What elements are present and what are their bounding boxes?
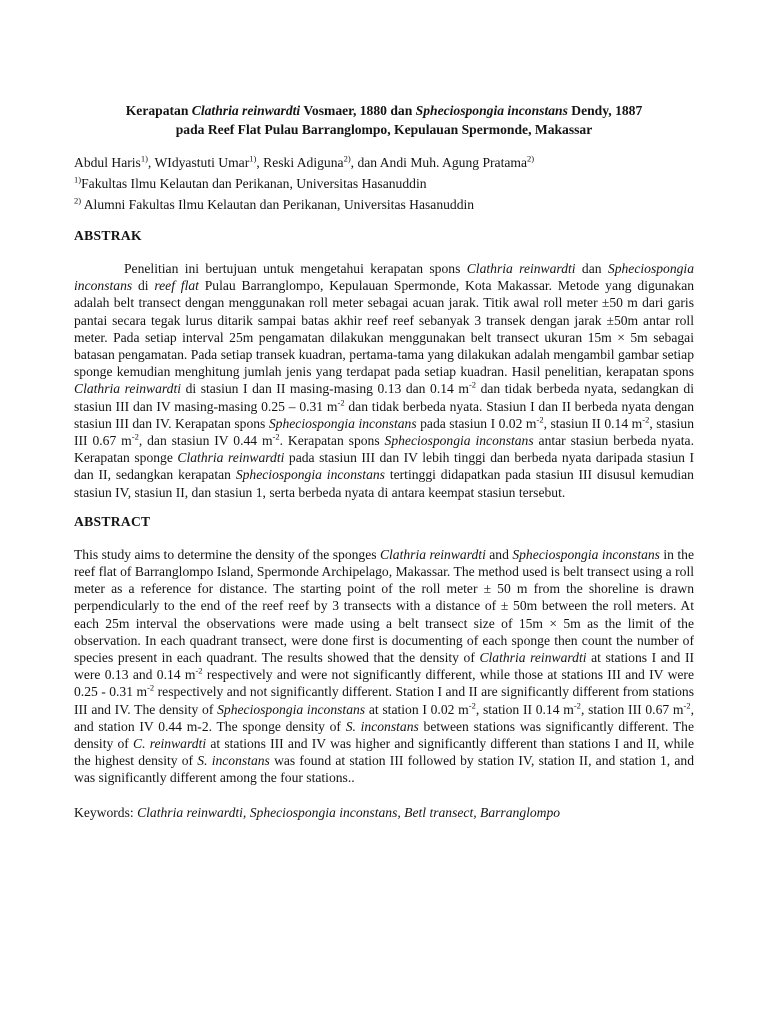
superscript: -2 <box>468 379 477 390</box>
text-run: . Kerapatan spons <box>279 433 385 449</box>
keywords-label: Keywords: <box>74 804 138 820</box>
superscript: -2 <box>642 414 650 425</box>
affiliation-marker: 2) <box>343 153 351 164</box>
italic-term: Spheciospongia inconstans <box>268 415 417 431</box>
text-run: dan tidak berbeda nyata. Stasiun I dan II berbeda nyata dengan stasiun III dan IV. Kerapatan spons <box>74 398 694 431</box>
superscript: -2 <box>131 431 139 442</box>
affiliation-text: Fakultas Ilmu Kelautan dan Perikanan, Universitas Hasanuddin <box>81 176 427 191</box>
author-block <box>74 152 694 215</box>
text-run: at stations III and IV was higher and significantly different than stations I and II, while the highest density of <box>74 736 694 769</box>
text-run: respectively and not significantly different. Station I and II are significantly different from stations III and IV. The density of <box>74 684 694 717</box>
text-run: dan <box>575 261 608 276</box>
text-run: dan tidak berbeda nyata, sedangkan di stasiun III dan IV masing-masing 0.25 – 0.31 m <box>74 381 694 414</box>
italic-term: Spheciospongia inconstans <box>384 433 534 449</box>
text-run: at station I 0.02 m <box>365 701 469 717</box>
italic-term: Spheciospongia inconstans <box>217 701 366 717</box>
abstract-heading: ABSTRACT <box>74 513 151 529</box>
title-species: Spheciospongia inconstans <box>415 103 568 118</box>
text-run: , station II 0.14 m <box>475 701 574 717</box>
italic-term: Clathria reinwardti <box>177 450 285 466</box>
text-run: di <box>132 278 155 294</box>
abstract-paragraph <box>74 546 694 787</box>
superscript: -2 <box>272 431 280 442</box>
affiliation-marker: 1) <box>249 153 257 164</box>
text-run: at stations I and II were 0.13 and 0.14 m <box>74 650 694 683</box>
abstrak-paragraph <box>74 260 694 501</box>
superscript: -2 <box>147 682 155 693</box>
author-name: Abdul Haris <box>74 155 141 170</box>
abstrak-heading: ABSTRAK <box>74 228 142 243</box>
author-list <box>74 152 694 173</box>
text-run: between stations was significantly different. The density of <box>74 718 694 752</box>
superscript: -2 <box>468 700 476 711</box>
italic-term: Spheciospongia inconstans <box>74 261 694 294</box>
affiliation-marker: 1) <box>140 153 148 164</box>
text-run: Penelitian ini bertujuan untuk mengetahui kerapatan spons <box>124 261 467 276</box>
keywords-list: Clathria reinwardti, Spheciospongia inconstans, Betl transect, Barranglompo <box>137 804 561 820</box>
italic-term: Spheciospongia inconstans <box>512 546 660 562</box>
text-run: and <box>485 546 513 562</box>
text-run: , station III 0.67 m <box>580 701 684 717</box>
affiliation-1 <box>74 173 694 194</box>
italic-term: S. inconstans <box>345 718 419 734</box>
text-run: respectively and were not significantly different, while those at stations III and IV were 0.25 - 0.31 m <box>74 667 694 700</box>
author-name: , Reski Adiguna <box>256 155 344 170</box>
paper-title <box>74 101 694 139</box>
title-line-1 <box>74 101 694 120</box>
text-run: tertinggi didapatkan pada stasiun III disusul kemudian stasiun IV, stasiun II, dan stasiun 1, serta berbeda nyata di antara keempat stasiun tersebut. <box>74 467 694 500</box>
italic-term: C. reinwardti <box>133 736 207 752</box>
title-text: Dendy, 1887 <box>567 103 643 118</box>
superscript: -2 <box>573 700 581 711</box>
title-line-2: pada Reef Flat Pulau Barranglompo, Kepulauan Spermonde, Makassar <box>175 122 593 137</box>
italic-term: Clathria reinwardti <box>479 650 587 666</box>
superscript: -2 <box>683 700 691 711</box>
superscript: -2 <box>337 397 345 408</box>
text-run: pada stasiun III dan IV lebih tinggi dan berbeda nyata daripada stasiun I dan II, sedangkan kerapatan <box>74 450 694 483</box>
text-run: Pulau Barranglompo, Kepulauan Spermonde, Kota Makassar. Metode yang digunakan adalah belt transect dengan menggunakan roll meter sebagai acuan jarak. Titik awal roll meter ±50 m dari garis pantai secara tegak lurus ditarik sampai batas akhir reef reef sebanyak 3 transek dengan jarak ±50m antar roll meter. Pada setiap interval 25m pengamatan dilakukan menggunakan belt transect ukuran 15m × 5m sebagai batasan pengamatan. Pada setiap transek kuadran, pertama-tama yang dilakukan adalah mengambil gambar setiap sponge kemudian menghitung jumlah jenis yang terdapat pada setiap kuadran. Hasil penelitian, kerapatan spons <box>74 278 695 380</box>
author-name: , dan Andi Muh. Agung Pratama <box>350 155 527 170</box>
text-run: di stasiun I dan II masing-masing 0.13 dan 0.14 m <box>181 381 469 397</box>
title-text: Vosmaer, 1880 dan <box>300 103 416 118</box>
text-run: This study aims to determine the density of the sponges <box>74 546 380 562</box>
keywords-line <box>74 804 694 821</box>
italic-term: Clathria reinwardti <box>74 381 182 397</box>
superscript: -2 <box>195 665 203 676</box>
affiliation-marker: 2) <box>74 195 82 206</box>
text-run: pada stasiun I 0.02 m <box>416 415 537 431</box>
text-run: , stasiun III 0.67 m <box>74 415 695 449</box>
affiliation-marker: 1) <box>74 174 82 185</box>
text-run: antar stasiun berbeda nyata. Kerapatan sponge <box>74 433 694 466</box>
italic-term: reef flat <box>154 278 199 294</box>
title-text: Kerapatan <box>125 103 192 118</box>
affiliation-text: Alumni Fakultas Ilmu Kelautan dan Perikanan, Universitas Hasanuddin <box>81 197 475 212</box>
text-run: in the reef flat of Barranglompo Island, Spermonde Archipelago, Makassar. The method used is belt transect using a roll meter as a reference for distance. The starting point of the roll meter ± 50 m from the shoreline is drawn perpendicularly to the end of the reef reef by 3 transects with a distance of ± 50m between the roll meters. At each 25m interval the observations were made using a belt transect size of 15m × 5m as the limit of the observation. In each quadrant transect, were done first is documenting of each sponge then count the number of species present in each quadrant. The results showed that the density of <box>74 546 694 666</box>
italic-term: Spheciospongia inconstans <box>235 467 385 483</box>
text-run: , dan stasiun IV 0.44 m <box>138 433 273 449</box>
title-species: Clathria reinwardti <box>191 103 301 118</box>
superscript: -2 <box>536 414 544 425</box>
text-run: , stasiun II 0.14 m <box>543 415 643 431</box>
affiliation-marker: 2) <box>526 153 535 164</box>
italic-term: Clathria reinwardti <box>379 546 486 562</box>
italic-term: Clathria reinwardti <box>466 261 576 276</box>
text-run: , and station IV 0.44 m-2. The sponge density of <box>74 701 694 734</box>
text-run: was found at station III followed by station IV, station II, and station 1, and was significantly different among the four stations.. <box>74 753 694 786</box>
affiliation-2 <box>74 194 694 215</box>
paper-page <box>74 101 694 821</box>
author-name: , WIdyastuti Umar <box>147 155 250 170</box>
italic-term: S. inconstans <box>197 753 270 769</box>
